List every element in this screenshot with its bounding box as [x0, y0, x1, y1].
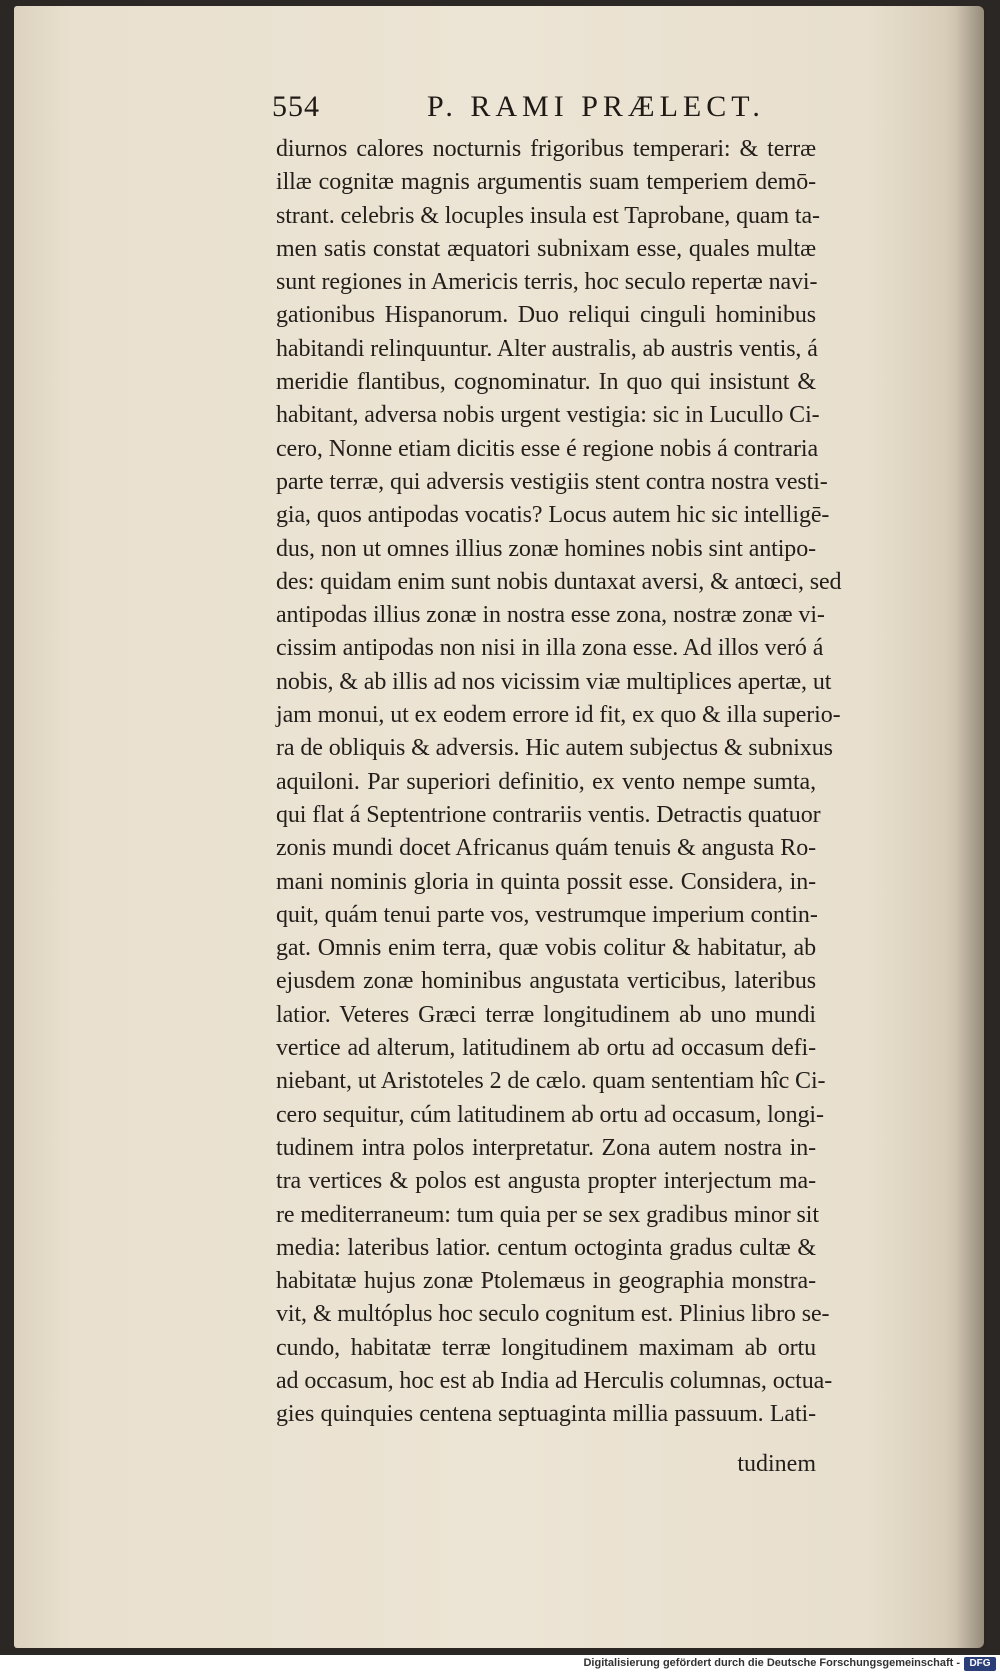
text-line: vit, & multóplus hoc seculo cognitum est. Plinius libro se- — [276, 1301, 830, 1328]
text-line: parte terræ, qui adversis vestigiis stent contra nostra vesti- — [276, 468, 828, 495]
text-line: cero sequitur, cúm latitudinem ab ortu ad occasum, longi- — [276, 1101, 824, 1128]
text-line: men satis constat æquatori subnixam esse, quales multæ — [276, 235, 816, 262]
dfg-logo: DFG — [964, 1657, 996, 1671]
text-line: habitant, adversa nobis urgent vestigia: sic in Lucullo Ci- — [276, 402, 820, 429]
page-edge-shadow — [956, 6, 986, 1648]
text-line: mani nominis gloria in quinta possit esse. Considera, in- — [276, 868, 816, 895]
text-line: gationibus Hispanorum. Duo reliqui cinguli hominibus — [276, 302, 816, 329]
body-text — [276, 133, 842, 1432]
text-line: tudinem intra polos interpretatur. Zona autem nostra in- — [276, 1134, 816, 1161]
text-line: ad occasum, hoc est ab India ad Herculis columnas, octua- — [276, 1367, 833, 1394]
text-line: sunt regiones in Americis terris, hoc seculo repertæ navi- — [276, 269, 818, 296]
text-line: illæ cognitæ magnis argumentis suam temperiem demō- — [276, 169, 816, 196]
text-line: des: quidam enim sunt nobis duntaxat aversi, & antœci, sed — [276, 568, 842, 595]
text-line: gat. Omnis enim terra, quæ vobis colitur & habitatur, ab — [276, 935, 816, 962]
text-line: cero, Nonne etiam dicitis esse é regione nobis á contraria — [276, 435, 818, 462]
running-head — [272, 90, 810, 130]
text-line: dus, non ut omnes illius zonæ homines nobis sint antipo- — [276, 535, 816, 562]
text-line: ejusdem zonæ hominibus angustata verticibus, lateribus — [276, 968, 816, 995]
text-line: meridie flantibus, cognominatur. In quo qui insistunt & — [276, 369, 816, 396]
page-number: 554 — [272, 90, 320, 123]
text-line: cundo, habitatæ terræ longitudinem maximam ab ortu — [276, 1334, 816, 1361]
text-line: ra de obliquis & adversis. Hic autem subjectus & subnixus — [276, 735, 833, 762]
text-line: tra vertices & polos est angusta propter interjectum ma- — [276, 1168, 816, 1195]
catchword: tudinem — [737, 1451, 816, 1477]
text-line: gies quinquies centena septuaginta millia passuum. Lati- — [276, 1401, 816, 1428]
text-line: gia, quos antipodas vocatis? Locus autem hic sic intelligē- — [276, 502, 830, 529]
footer-bar — [0, 1655, 1000, 1674]
text-line: re mediterraneum: tum quia per se sex gradibus minor sit — [276, 1201, 819, 1228]
funding-notice: Digitalisierung gefördert durch die Deutsche Forschungsgemeinschaft - — [583, 1657, 960, 1669]
text-line: strant. celebris & locuples insula est Taprobane, quam ta- — [276, 202, 820, 229]
text-line: aquiloni. Par superiori definitio, ex vento nempe sumta, — [276, 768, 816, 795]
text-line: jam monui, ut ex eodem errore id fit, ex quo & illa superio- — [276, 702, 841, 729]
text-line: nobis, & ab illis ad nos vicissim viæ multiplices apertæ, ut — [276, 668, 832, 695]
text-line: cissim antipodas non nisi in illa zona esse. Ad illos veró á — [276, 635, 824, 662]
text-line: quit, quám tenui parte vos, vestrumque imperium contin- — [276, 901, 818, 928]
text-line: latior. Veteres Græci terræ longitudinem ab uno mundi — [276, 1001, 816, 1028]
text-line: vertice ad alterum, latitudinem ab ortu ad occasum defi- — [276, 1035, 816, 1062]
text-line: media: lateribus latior. centum octoginta gradus cultæ & — [276, 1234, 816, 1261]
text-line: diurnos calores nocturnis frigoribus temperari: & terræ — [276, 136, 816, 162]
text-line: niebant, ut Aristoteles 2 de cælo. quam sententiam hîc Ci- — [276, 1068, 826, 1095]
text-line: habitatæ hujus zonæ Ptolemæus in geographia monstra- — [276, 1268, 816, 1295]
text-line: qui flat á Septentrione contrariis ventis. Detractis quatuor — [276, 801, 821, 828]
text-line: habitandi relinquuntur. Alter australis, ab austris ventis, á — [276, 335, 818, 362]
running-title: P. RAMI PRÆLECT. — [427, 90, 765, 123]
text-line: zonis mundi docet Africanus quám tenuis & angusta Ro- — [276, 835, 816, 862]
text-line: antipodas illius zonæ in nostra esse zona, nostræ zonæ vi- — [276, 602, 825, 629]
